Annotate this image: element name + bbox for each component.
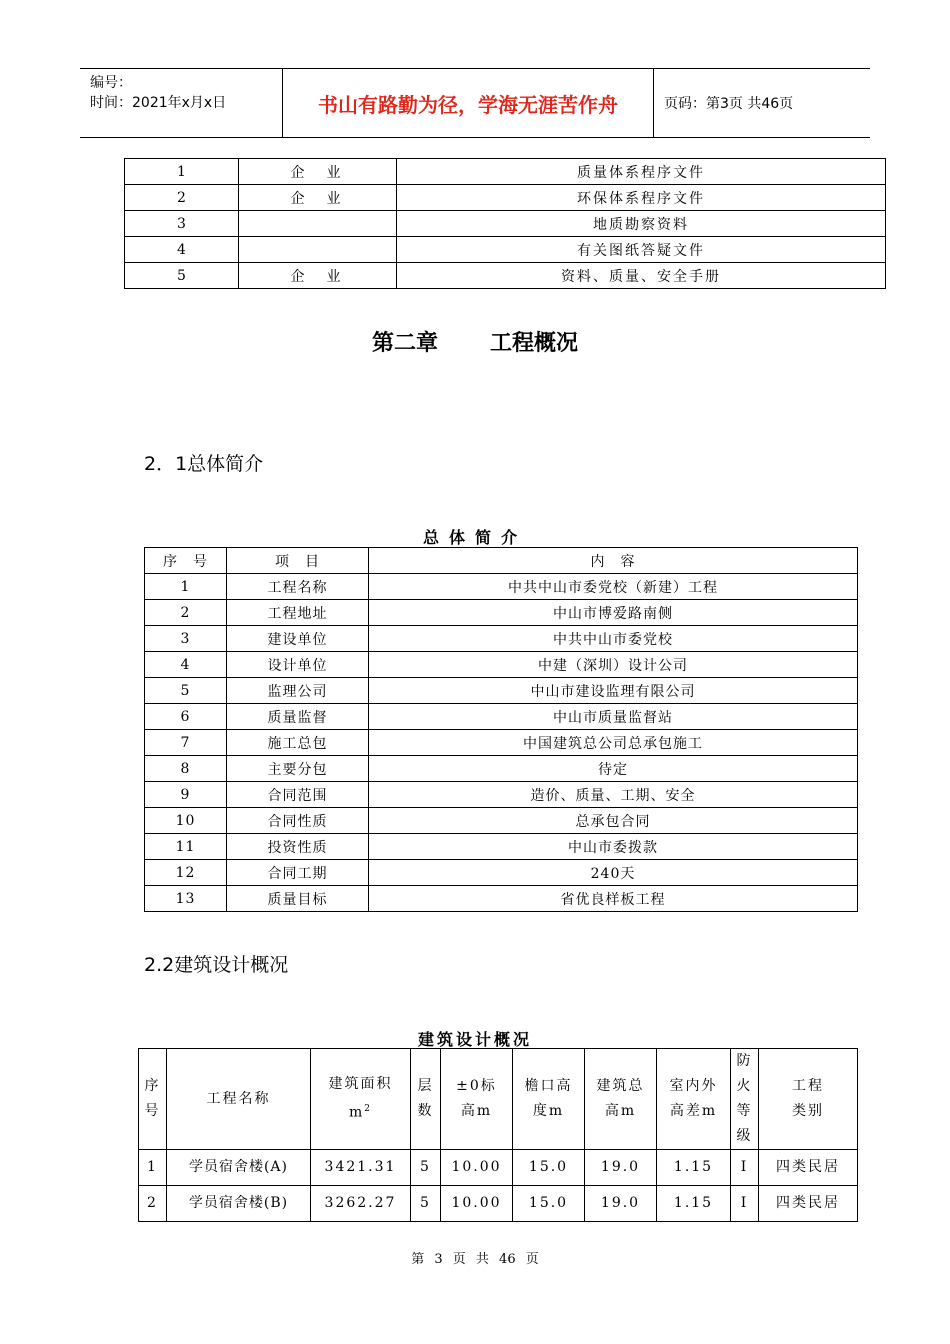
row-area: 3262.27: [311, 1186, 411, 1222]
table-header-row: [139, 1049, 858, 1150]
table-row: [145, 730, 858, 756]
row-content: 中共中山市委党校（新建）工程: [369, 574, 858, 600]
row-fire-grade: I: [731, 1186, 759, 1222]
row-number: 8: [145, 756, 227, 782]
row-content: 中山市建设监理有限公司: [369, 678, 858, 704]
chapter-number: 第二章: [371, 331, 438, 356]
header-page-info: 页码：第3页 共46页: [664, 96, 794, 112]
page-footer: 第 3 页 共 46 页: [411, 1252, 539, 1267]
row-party: 企 业: [239, 263, 397, 289]
row-content: 中建（深圳）设计公司: [369, 652, 858, 678]
chapter-heading: [0, 326, 950, 357]
row-content: 省优良样板工程: [369, 886, 858, 912]
row-number: 7: [145, 730, 227, 756]
row-item: 合同范围: [227, 782, 369, 808]
row-height: 19.0: [585, 1186, 657, 1222]
table-row: [139, 1150, 858, 1186]
table-row: [125, 237, 886, 263]
row-content: 环保体系程序文件: [397, 185, 886, 211]
row-party: 企 业: [239, 159, 397, 185]
col-header-height: 建筑总 高m: [585, 1049, 657, 1150]
row-number: 2: [139, 1186, 167, 1222]
documents-table: [124, 158, 886, 289]
row-content: 中共中山市委党校: [369, 626, 858, 652]
section-heading-design: 2.2建筑设计概况: [144, 954, 289, 976]
col-header-name: 工程名称: [167, 1049, 311, 1150]
col-header-floors: 层 数: [411, 1049, 441, 1150]
row-content: 240天: [369, 860, 858, 886]
table-row: [139, 1186, 858, 1222]
row-number: 5: [125, 263, 239, 289]
time-label: 时间：2021年x月x日: [90, 95, 227, 111]
row-item: 投资性质: [227, 834, 369, 860]
table-header-row: [145, 548, 858, 574]
row-item: 合同性质: [227, 808, 369, 834]
page-header: [80, 68, 870, 138]
row-number: 3: [145, 626, 227, 652]
col-header-elevation: ±0标 高m: [441, 1049, 513, 1150]
row-category: 四类民居: [759, 1186, 858, 1222]
row-content: 总承包合同: [369, 808, 858, 834]
row-number: 1: [145, 574, 227, 600]
row-item: 工程地址: [227, 600, 369, 626]
col-header-eave: 檐口高 度m: [513, 1049, 585, 1150]
table-row: [145, 886, 858, 912]
table-row: [125, 211, 886, 237]
table-row: [145, 652, 858, 678]
row-name: 学员宿舍楼(A): [167, 1150, 311, 1186]
col-header-content: 内 容: [369, 548, 858, 574]
row-content: 质量体系程序文件: [397, 159, 886, 185]
row-number: 1: [125, 159, 239, 185]
table-row: [145, 678, 858, 704]
col-header-no: 序 号: [145, 548, 227, 574]
row-party: 企 业: [239, 185, 397, 211]
table-row: [145, 860, 858, 886]
row-content: 资料、质量、安全手册: [397, 263, 886, 289]
row-number: 12: [145, 860, 227, 886]
row-diff: 1.15: [657, 1150, 731, 1186]
row-content: 待定: [369, 756, 858, 782]
table-row: [145, 782, 858, 808]
table-row: [145, 756, 858, 782]
row-item: 合同工期: [227, 860, 369, 886]
design-table: [138, 1048, 858, 1222]
row-eave: 15.0: [513, 1186, 585, 1222]
row-number: 10: [145, 808, 227, 834]
row-area: 3421.31: [311, 1150, 411, 1186]
row-item: 工程名称: [227, 574, 369, 600]
row-item: 主要分包: [227, 756, 369, 782]
table-row: [145, 808, 858, 834]
table-row: [145, 574, 858, 600]
row-eave: 15.0: [513, 1150, 585, 1186]
row-content: 中国建筑总公司总承包施工: [369, 730, 858, 756]
row-content: 中山市博爱路南侧: [369, 600, 858, 626]
overview-table: [144, 547, 858, 912]
row-number: 3: [125, 211, 239, 237]
table-row: [145, 834, 858, 860]
header-meta: [80, 69, 282, 137]
row-fire-grade: I: [731, 1150, 759, 1186]
header-motto: 书山有路勤为径，学海无涯苦作舟: [282, 69, 654, 137]
table-row: [125, 159, 886, 185]
col-header-item: 项 目: [227, 548, 369, 574]
row-content: 造价、质量、工期、安全: [369, 782, 858, 808]
row-number: 9: [145, 782, 227, 808]
row-elevation: 10.00: [441, 1150, 513, 1186]
row-number: 1: [139, 1150, 167, 1186]
row-name: 学员宿舍楼(B): [167, 1186, 311, 1222]
col-header-area: 建筑面积 $m^2$: [311, 1049, 411, 1150]
row-number: 2: [145, 600, 227, 626]
row-number: 11: [145, 834, 227, 860]
row-number: 4: [125, 237, 239, 263]
row-content: 地质勘察资料: [397, 211, 886, 237]
col-header-category: 工程 类别: [759, 1049, 858, 1150]
row-number: 4: [145, 652, 227, 678]
serial-label: 编号：: [90, 75, 132, 91]
row-item: 设计单位: [227, 652, 369, 678]
table-row: [125, 185, 886, 211]
row-number: 13: [145, 886, 227, 912]
col-header-diff: 室内外 高差m: [657, 1049, 731, 1150]
table-row: [125, 263, 886, 289]
overview-caption: 总体简介: [422, 528, 527, 547]
row-item: 质量监督: [227, 704, 369, 730]
row-item: 建设单位: [227, 626, 369, 652]
row-number: 6: [145, 704, 227, 730]
row-diff: 1.15: [657, 1186, 731, 1222]
row-number: 2: [125, 185, 239, 211]
row-content: 中山市委拨款: [369, 834, 858, 860]
row-item: 施工总包: [227, 730, 369, 756]
row-party: [239, 237, 397, 263]
col-header-no: 序 号: [139, 1049, 167, 1150]
row-content: 中山市质量监督站: [369, 704, 858, 730]
row-item: 质量目标: [227, 886, 369, 912]
row-item: 监理公司: [227, 678, 369, 704]
row-party: [239, 211, 397, 237]
design-caption: 建筑设计概况: [417, 1030, 532, 1049]
section-heading-overview: 2．1总体简介: [144, 453, 264, 475]
chapter-title: 工程概况: [490, 331, 579, 356]
table-row: [145, 600, 858, 626]
row-height: 19.0: [585, 1150, 657, 1186]
row-number: 5: [145, 678, 227, 704]
row-category: 四类民居: [759, 1150, 858, 1186]
col-header-fire: 防 火 等 级: [731, 1049, 759, 1150]
row-elevation: 10.00: [441, 1186, 513, 1222]
table-row: [145, 626, 858, 652]
row-floors: 5: [411, 1150, 441, 1186]
row-floors: 5: [411, 1186, 441, 1222]
row-content: 有关图纸答疑文件: [397, 237, 886, 263]
table-row: [145, 704, 858, 730]
